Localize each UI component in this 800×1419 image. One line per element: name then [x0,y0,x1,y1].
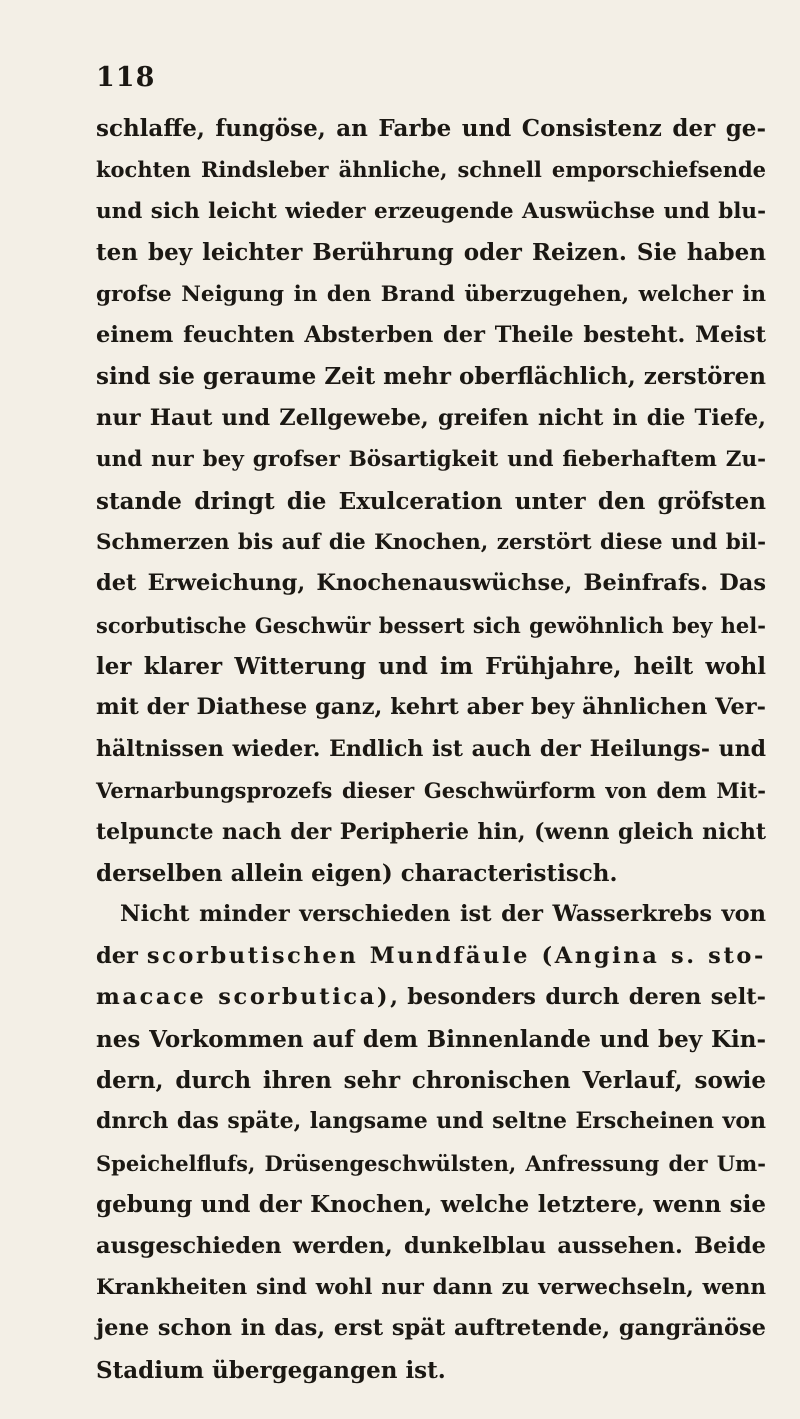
emphasized-text: scorbutischen Mundfäule (Angina s. sto- [146,942,766,969]
text-line: Vernarbungsprozefs dieser Geschwürform von dem Mit- [96,778,766,804]
text-line [96,936,766,977]
emphasized-text: macace scorbutica) [96,984,391,1011]
text-line: scorbutische Geschwür bessert sich gewöhnlich bey hel- [96,612,766,638]
text-line: Speichelflufs, Drüsengeschwülsten, Anfressung der Um- [96,1150,766,1176]
text-line: grofse Neigung in den Brand überzugehen, welcher in [96,281,766,307]
text-line: nur Haut und Zellgewebe, greifen nicht in die Tiefe, [96,404,766,431]
text-line: Stadium übergegangen ist. [96,1356,446,1384]
text-line: Schmerzen bis auf die Knochen, zerstört diese und bil- [96,529,766,555]
text-line: Nicht minder verschieden ist der Wasserkrebs von [120,901,766,928]
text-line: telpuncte nach der Peripherie hin, (wenn gleich nicht [96,818,766,845]
text-run: der [96,942,147,969]
text-line: mit der Diathese ganz, kehrt aber bey ähnlichen Ver- [96,694,766,721]
text-line: ausgeschieden werden, dunkelblau aussehen. Beide [96,1232,766,1259]
text-line: det Erweichung, Knochenauswüchse, Beinfrafs. Das [96,570,766,597]
text-line: dnrch das späte, langsame und seltne Erscheinen von [96,1108,766,1135]
text-line: stande dringt die Exulceration unter den gröfsten [96,487,766,515]
text-line: schlaffe, fungöse, an Farbe und Consistenz der ge- [96,115,766,142]
text-line: und nur bey grofser Bösartigkeit und fieberhaftem Zu- [96,447,766,473]
text-line: und sich leicht wieder erzeugende Auswüchse und blu- [96,198,766,224]
text-line: gebung und der Knochen, welche letztere, wenn sie [96,1191,766,1219]
text-line: derselben allein eigen) characteristisch. [96,860,618,888]
page-number: 118 [96,62,156,93]
text-line: hältnissen wieder. Endlich ist auch der Heilungs- und [96,735,766,762]
text-line: sind sie geraume Zeit mehr oberflächlich, zerstören [96,363,766,391]
text-run: , besonders durch deren selt- [390,984,766,1011]
body-text [96,108,766,1391]
text-line: kochten Rindsleber ähnliche, schnell emporschiefsende [96,157,766,183]
text-line: nes Vorkommen auf dem Binnenlande und bey Kin- [96,1025,766,1053]
text-line: jene schon in das, erst spät auftretende, gangränöse [96,1315,766,1342]
text-line [96,977,766,1018]
text-line: ler klarer Witterung und im Frühjahre, heilt wohl [96,653,766,681]
text-line: Krankheiten sind wohl nur dann zu verwechseln, wenn [96,1274,766,1300]
text-line: dern, durch ihren sehr chronischen Verlauf, sowie [96,1066,766,1094]
text-line: ten bey leichter Berührung oder Reizen. Sie haben [96,239,766,267]
text-line: einem feuchten Absterben der Theile besteht. Meist [96,321,766,348]
